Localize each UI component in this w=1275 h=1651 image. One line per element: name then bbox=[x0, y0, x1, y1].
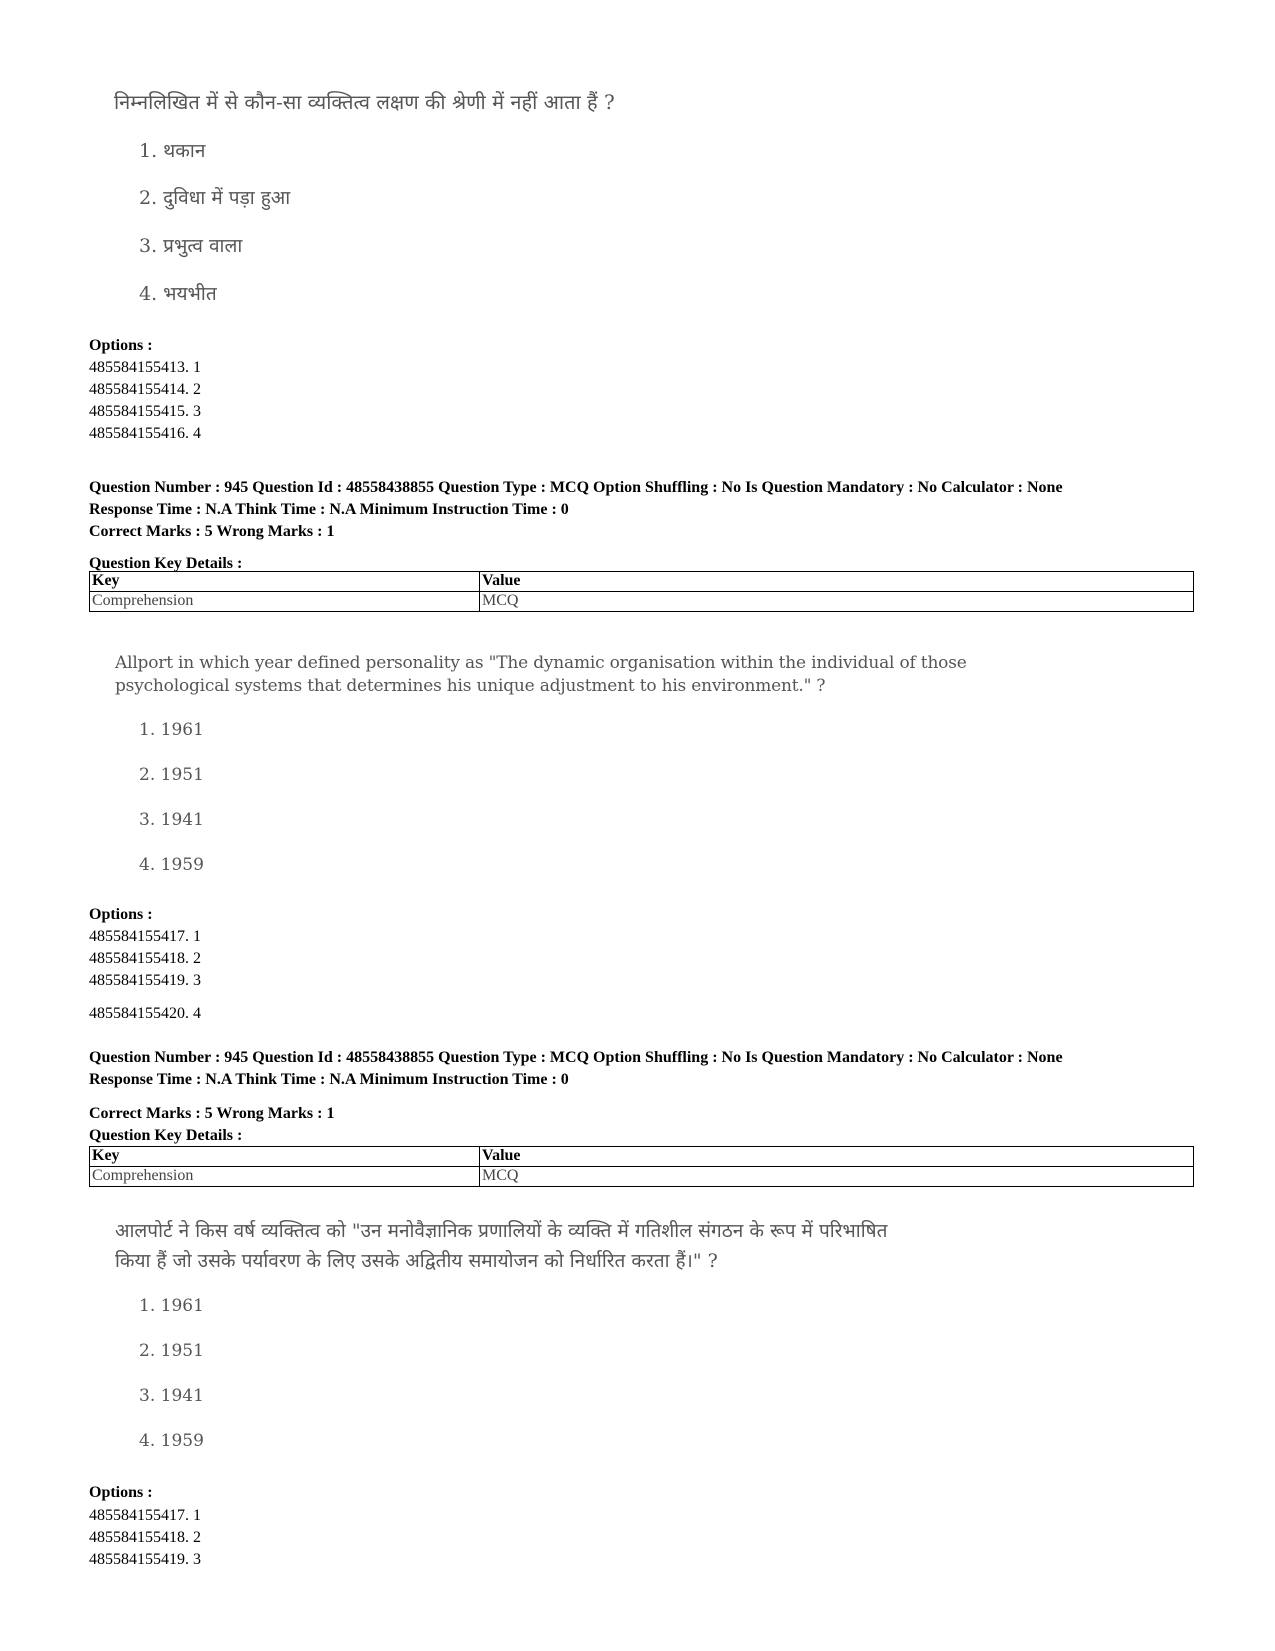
choice-3: 3. 1941 bbox=[139, 1386, 204, 1406]
meta-line-2: Response Time : N.A Think Time : N.A Minimum Instruction Time : 0 bbox=[89, 501, 569, 518]
choice-2: 2. 1951 bbox=[139, 1341, 204, 1361]
question-line-2: psychological systems that determines his unique adjustment to his environment." ? bbox=[115, 676, 826, 696]
meta-line-2: Response Time : N.A Think Time : N.A Minimum Instruction Time : 0 bbox=[89, 1071, 569, 1088]
option-item: 485584155417. 1 bbox=[89, 928, 201, 945]
option-item: 485584155417. 1 bbox=[89, 1507, 201, 1524]
question-line-1: Allport in which year defined personality as "The dynamic organisation within the individual of those bbox=[115, 653, 967, 673]
options-list bbox=[89, 1505, 201, 1571]
choice-4: 4. 1959 bbox=[139, 855, 204, 875]
choice-2: 2. दुविधा में पड़ा हुआ bbox=[139, 187, 291, 209]
question-line-1: आलपोर्ट ने किस वर्ष व्यक्तित्व को "उन मनोवैज्ञानिक प्रणालियों के व्यक्ति में गतिशील संगठन के रूप में परिभाषित bbox=[115, 1220, 888, 1242]
option-item: 485584155413. 1 bbox=[89, 359, 201, 376]
header-value: Value bbox=[480, 572, 1194, 592]
choice-4: 4. 1959 bbox=[139, 1431, 204, 1451]
options-list bbox=[89, 357, 201, 445]
marks-line: Correct Marks : 5 Wrong Marks : 1 bbox=[89, 523, 335, 540]
choice-1: 1. थकान bbox=[139, 140, 206, 162]
option-item: 485584155419. 3 bbox=[89, 972, 201, 989]
choice-1: 1. 1961 bbox=[139, 720, 204, 740]
option-item: 485584155414. 2 bbox=[89, 381, 201, 398]
choice-2: 2. 1951 bbox=[139, 765, 204, 785]
header-key: Key bbox=[90, 572, 480, 592]
option-item: 485584155420. 4 bbox=[89, 1005, 201, 1022]
question-text: निम्नलिखित में से कौन-सा व्यक्तित्व लक्षण की श्रेणी में नहीं आता हैं ? bbox=[114, 90, 615, 114]
cell-value: MCQ bbox=[480, 1167, 1194, 1187]
option-item: 485584155419. 3 bbox=[89, 1551, 201, 1568]
header-key: Key bbox=[90, 1147, 480, 1167]
meta-line-1: Question Number : 945 Question Id : 48558438855 Question Type : MCQ Option Shuffling : No Is Question Mandatory : No Calculator : None bbox=[89, 479, 1063, 496]
marks-line: Correct Marks : 5 Wrong Marks : 1 bbox=[89, 1105, 335, 1122]
table-header-row bbox=[90, 572, 1194, 592]
header-value: Value bbox=[480, 1147, 1194, 1167]
question-line-2: किया हैं जो उसके पर्यावरण के लिए उसके अद्वितीय समायोजन को निर्धारित करता हैं।" ? bbox=[115, 1250, 718, 1272]
choice-3: 3. 1941 bbox=[139, 810, 204, 830]
meta-line-1: Question Number : 945 Question Id : 48558438855 Question Type : MCQ Option Shuffling : No Is Question Mandatory : No Calculator : None bbox=[89, 1049, 1063, 1066]
options-label: Options : bbox=[89, 906, 153, 923]
question-meta bbox=[89, 477, 1063, 543]
options-label: Options : bbox=[89, 1484, 153, 1501]
table-row bbox=[90, 592, 1194, 612]
key-details-label: Question Key Details : bbox=[89, 555, 243, 572]
cell-key: Comprehension bbox=[90, 1167, 480, 1187]
question-text bbox=[115, 652, 967, 698]
question-meta bbox=[89, 1047, 1063, 1091]
options-list bbox=[89, 926, 201, 992]
choice-1: 1. 1961 bbox=[139, 1296, 204, 1316]
table-header-row bbox=[90, 1147, 1194, 1167]
choice-3: 3. प्रभुत्व वाला bbox=[139, 235, 243, 257]
option-item: 485584155415. 3 bbox=[89, 403, 201, 420]
option-item: 485584155418. 2 bbox=[89, 1529, 201, 1546]
choice-4: 4. भयभीत bbox=[139, 283, 217, 305]
option-item: 485584155416. 4 bbox=[89, 425, 201, 442]
key-details-table bbox=[89, 571, 1194, 612]
question-text bbox=[115, 1216, 887, 1276]
cell-value: MCQ bbox=[480, 592, 1194, 612]
options-label: Options : bbox=[89, 337, 153, 354]
cell-key: Comprehension bbox=[90, 592, 480, 612]
key-details-label: Question Key Details : bbox=[89, 1127, 243, 1144]
key-details-table bbox=[89, 1146, 1194, 1187]
table-row bbox=[90, 1167, 1194, 1187]
option-item: 485584155418. 2 bbox=[89, 950, 201, 967]
